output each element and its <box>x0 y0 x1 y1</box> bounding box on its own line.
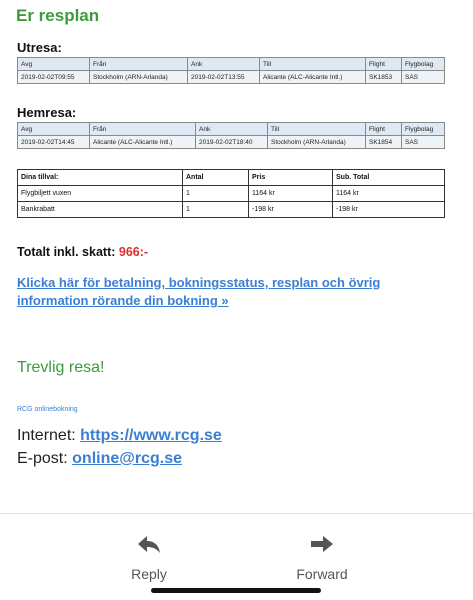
col-antal: Antal <box>183 170 249 186</box>
cell-ank: 2019-02-02T13:55 <box>188 71 260 84</box>
cell-item: Flygbiljett vuxen <box>18 186 183 202</box>
col-fran: Från <box>90 123 196 136</box>
total-amount: 966:- <box>118 245 149 259</box>
cell-flygbolag: SAS <box>402 71 445 84</box>
cell-antal: 1 <box>183 202 249 218</box>
return-heading: Hemresa: <box>17 105 77 120</box>
col-till: Till <box>268 123 366 136</box>
booking-link[interactable]: Klicka här för betalning, bokningsstatus, resplan och övrig information rörande din bokning » <box>17 275 381 308</box>
col-flight: Flight <box>366 58 402 71</box>
col-fran: Från <box>90 58 188 71</box>
table-row <box>18 186 445 202</box>
email-link[interactable]: online@rcg.se <box>72 450 182 467</box>
table-row <box>18 202 445 218</box>
forward-icon <box>262 534 382 554</box>
forward-label: Forward <box>296 566 348 582</box>
col-flight: Flight <box>366 123 402 136</box>
table-header-row <box>18 170 445 186</box>
col-till: Till <box>260 58 366 71</box>
cell-pris: 1164 kr <box>249 186 333 202</box>
website-link[interactable]: https://www.rcg.se <box>80 427 222 444</box>
outbound-table <box>17 57 445 84</box>
col-flygbolag: Flygbolag <box>402 123 445 136</box>
cell-flight: SK1853 <box>366 71 402 84</box>
col-avg: Avg <box>18 123 90 136</box>
cell-avg: 2019-02-02T09:55 <box>18 71 90 84</box>
reply-icon <box>89 534 209 554</box>
col-ank: Ank <box>196 123 268 136</box>
contact-email <box>17 450 182 468</box>
cell-till: Alicante (ALC-Alicante Intl.) <box>260 71 366 84</box>
cell-fran: Stockholm (ARN-Arlanda) <box>90 71 188 84</box>
col-subtotal: Sub. Total <box>333 170 445 186</box>
total-label: Totalt inkl. skatt: <box>17 245 116 259</box>
cell-flygbolag: SAS <box>402 136 445 149</box>
cell-pris: -198 kr <box>249 202 333 218</box>
email-label: E-post: <box>17 450 68 467</box>
page-title: Er resplan <box>16 6 100 25</box>
cell-avg: 2019-02-02T14:45 <box>18 136 90 149</box>
home-indicator[interactable] <box>151 588 321 593</box>
contact-internet <box>17 427 222 445</box>
col-avg: Avg <box>18 58 90 71</box>
return-table <box>17 122 445 149</box>
cell-item: Bankrabatt <box>18 202 183 218</box>
cell-flight: SK1854 <box>366 136 402 149</box>
table-row <box>18 136 445 149</box>
cell-antal: 1 <box>183 186 249 202</box>
cell-subtotal: -198 kr <box>333 202 445 218</box>
col-flygbolag: Flygbolag <box>402 58 445 71</box>
col-tillval: Dina tillval: <box>18 170 183 186</box>
total-line <box>17 245 148 259</box>
cell-ank: 2019-02-02T18:40 <box>196 136 268 149</box>
rcg-link[interactable]: RCG onlinebokning <box>17 406 78 413</box>
reply-label: Reply <box>131 566 167 582</box>
greeting: Trevlig resa! <box>17 359 105 376</box>
reply-button[interactable] <box>89 534 209 582</box>
forward-button[interactable] <box>262 534 382 582</box>
toolbar-divider <box>0 513 473 514</box>
table-row <box>18 71 445 84</box>
table-header-row <box>18 58 445 71</box>
cell-till: Stockholm (ARN-Arlanda) <box>268 136 366 149</box>
col-pris: Pris <box>249 170 333 186</box>
internet-label: Internet: <box>17 427 76 444</box>
outbound-heading: Utresa: <box>17 40 62 55</box>
costs-table <box>17 169 445 218</box>
cell-fran: Alicante (ALC-Alicante Intl.) <box>90 136 196 149</box>
table-header-row <box>18 123 445 136</box>
col-ank: Ank <box>188 58 260 71</box>
cell-subtotal: 1164 kr <box>333 186 445 202</box>
